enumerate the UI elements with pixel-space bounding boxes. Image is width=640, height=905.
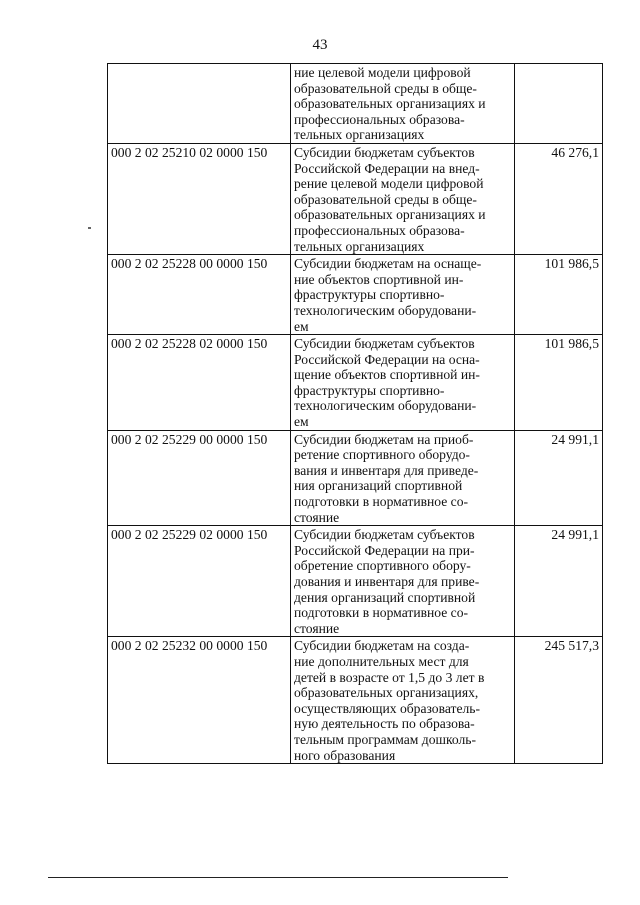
- description-line: тельных организациях: [294, 127, 425, 143]
- description-line: Российской Федерации на при-: [294, 542, 475, 558]
- description-line: Субсидии бюджетам субъектов: [294, 336, 475, 352]
- description-line: образовательной среды в обще-: [294, 80, 477, 96]
- description-line: вания и инвентаря для приведе-: [294, 462, 479, 478]
- description-line: технологическим оборудовани-: [294, 398, 477, 414]
- description-line: дования и инвентаря для приве-: [294, 574, 480, 589]
- table-row: [108, 526, 603, 637]
- description-line: образовательных организациях,: [294, 685, 479, 701]
- description-line: ние целевой модели цифровой: [294, 65, 471, 80]
- description-line: ния организаций спортивной: [294, 478, 463, 494]
- description-line: ние дополнительных мест для: [294, 653, 469, 669]
- budget-code-cell: 000 2 02 25232 00 0000 150: [108, 637, 291, 764]
- description-line: ние объектов спортивной ин-: [294, 271, 464, 287]
- description-line: ного образования: [294, 747, 396, 763]
- budget-code-cell: 000 2 02 25229 00 0000 150: [108, 430, 291, 526]
- description-line: фраструктуры спортивно-: [294, 382, 445, 398]
- description-line: технологическим оборудовани-: [294, 302, 477, 318]
- description-cell: [291, 430, 515, 526]
- description-line: образовательных организациях и: [294, 207, 486, 223]
- budget-code-cell: 000 2 02 25228 00 0000 150: [108, 255, 291, 335]
- description-line: профессиональных образова-: [294, 222, 465, 238]
- description-cell: [291, 637, 515, 764]
- amount-cell: 46 276,1: [515, 143, 603, 254]
- description-line: стояние: [294, 509, 340, 525]
- description-cell: [291, 143, 515, 254]
- description-line: Российской Федерации на осна-: [294, 351, 480, 367]
- budget-code-cell: 000 2 02 25228 02 0000 150: [108, 335, 291, 431]
- description-cell: [291, 64, 515, 144]
- description-line: профессиональных образова-: [294, 111, 465, 127]
- description-cell: [291, 526, 515, 637]
- description-line: фраструктуры спортивно-: [294, 287, 445, 303]
- description-line: подготовки в нормативное со-: [294, 605, 469, 621]
- description-cell: [291, 335, 515, 431]
- amount-cell: 101 986,5: [515, 335, 603, 431]
- description-line: ем: [294, 414, 309, 430]
- amount-cell: 24 991,1: [515, 526, 603, 637]
- description-line: Субсидии бюджетам на созда-: [294, 638, 470, 654]
- scan-speck: [88, 227, 91, 229]
- table-row: [108, 637, 603, 764]
- description-line: детей в возрасте от 1,5 до 3 лет в: [294, 669, 485, 685]
- description-line: дения организаций спортивной: [294, 589, 476, 605]
- budget-table: [107, 63, 603, 764]
- table-row: [108, 335, 603, 431]
- description-line: Субсидии бюджетам субъектов: [294, 527, 475, 543]
- amount-cell: 24 991,1: [515, 430, 603, 526]
- description-line: Субсидии бюджетам на оснаще-: [294, 256, 482, 272]
- description-line: стояние: [294, 620, 340, 636]
- description-line: щение объектов спортивной ин-: [294, 367, 480, 383]
- amount-cell: 245 517,3: [515, 637, 603, 764]
- budget-code-cell: 000 2 02 25210 02 0000 150: [108, 143, 291, 254]
- description-cell: [291, 255, 515, 335]
- description-line: тельным программам дошколь-: [294, 731, 477, 747]
- table-row: [108, 430, 603, 526]
- description-line: подготовки в нормативное со-: [294, 494, 469, 510]
- description-line: обретение спортивного обору-: [294, 558, 471, 574]
- table-body: [108, 64, 603, 764]
- description-line: Субсидии бюджетам субъектов: [294, 144, 475, 160]
- description-line: образовательной среды в обще-: [294, 191, 477, 207]
- page-number: 43: [312, 37, 328, 53]
- table-row: [108, 255, 603, 335]
- description-line: тельных организациях: [294, 238, 425, 254]
- budget-code-cell: [108, 64, 291, 144]
- table-row: [108, 143, 603, 254]
- budget-code-cell: 000 2 02 25229 02 0000 150: [108, 526, 291, 637]
- description-line: осуществляющих образователь-: [294, 700, 481, 716]
- description-line: Российской Федерации на внед-: [294, 160, 480, 176]
- description-line: ную деятельность по образова-: [294, 716, 475, 732]
- footer-rule: [48, 877, 508, 878]
- amount-cell: [515, 64, 603, 144]
- amount-cell: 101 986,5: [515, 255, 603, 335]
- description-line: ретение спортивного оборудо-: [294, 447, 470, 463]
- description-line: Субсидии бюджетам на приоб-: [294, 431, 474, 447]
- description-line: образовательных организациях и: [294, 96, 486, 112]
- description-line: рение целевой модели цифровой: [294, 176, 484, 192]
- description-line: ем: [294, 318, 309, 334]
- table-row: [108, 64, 603, 144]
